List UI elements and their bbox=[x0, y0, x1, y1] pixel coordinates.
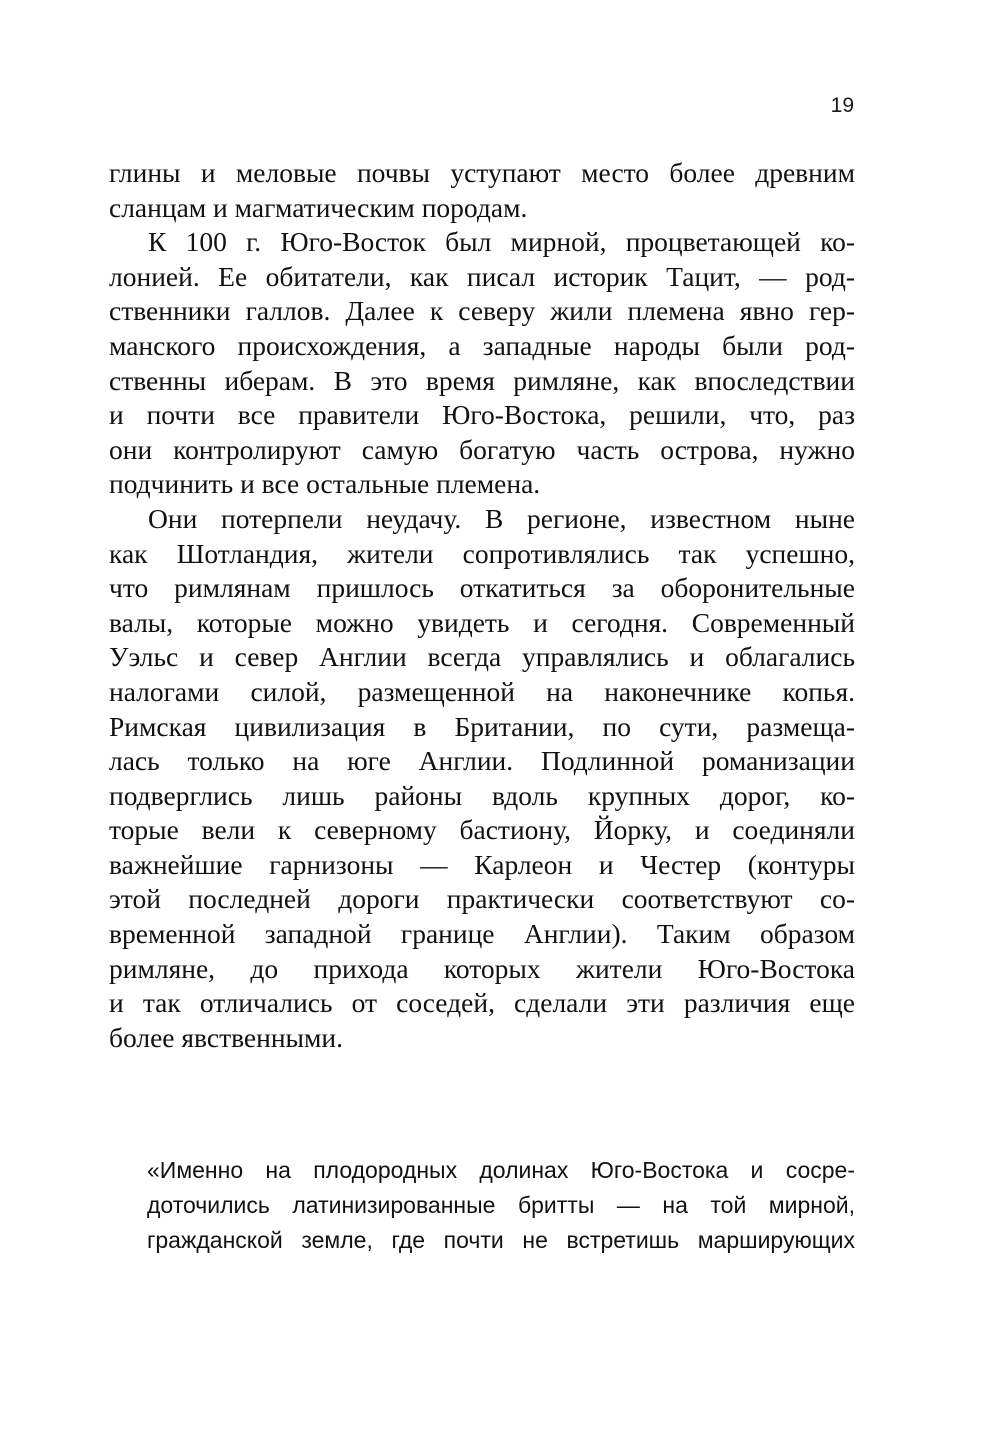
text-line: римляне, до прихода которых жители Юго-Востока bbox=[109, 952, 855, 984]
text-line: валы, которые можно увидеть и сегодня. Современный bbox=[109, 606, 855, 638]
page-number: 19 bbox=[830, 94, 854, 117]
text-line: налогами силой, размещенной на наконечнике копья. bbox=[109, 675, 855, 707]
text-line: К 100 г. Юго-Восток был мирной, процветающей ко- bbox=[148, 226, 855, 258]
block-quote bbox=[147, 1153, 855, 1259]
text-line: лонией. Ее обитатели, как писал историк Тацит, — род- bbox=[109, 260, 855, 292]
quote-line: доточились латинизированные бритты — на той мирной, bbox=[147, 1192, 855, 1219]
text-line: как Шотландия, жители сопротивлялись так успешно, bbox=[109, 537, 855, 569]
text-line: манского происхождения, а западные народы были род- bbox=[109, 329, 855, 361]
text-line: более явственными. bbox=[109, 1021, 344, 1053]
text-line: Римская цивилизация в Британии, по сути, размеща- bbox=[109, 710, 855, 742]
paragraph bbox=[109, 502, 855, 1056]
paragraph bbox=[109, 156, 855, 225]
text-line: сланцам и магматическим породам. bbox=[109, 191, 528, 223]
text-line: ственники галлов. Далее к северу жили племена явно гер- bbox=[109, 295, 855, 327]
text-line: и так отличались от соседей, сделали эти различия еще bbox=[109, 987, 855, 1019]
text-line: и почти все правители Юго-Востока, решили, что, раз bbox=[109, 399, 855, 431]
text-line: подчинить и все остальные племена. bbox=[109, 468, 541, 500]
text-line: важнейшие гарнизоны — Карлеон и Честер (контуры bbox=[109, 848, 855, 880]
quote-line: гражданской земле, где почти не встретишь марширующих bbox=[147, 1227, 855, 1254]
text-line: ственны иберам. В это время римляне, как впоследствии bbox=[109, 364, 855, 396]
body-text bbox=[109, 156, 855, 1055]
paragraph bbox=[109, 225, 855, 502]
text-line: Они потерпели неудачу. В регионе, известном ныне bbox=[148, 502, 855, 534]
text-line: что римлянам пришлось откатиться за оборонительные bbox=[109, 572, 855, 604]
text-line: лась только на юге Англии. Подлинной романизации bbox=[109, 745, 855, 777]
text-line: временной западной границе Англии). Таким образом bbox=[109, 918, 855, 950]
text-line: глины и меловые почвы уступают место более древним bbox=[109, 157, 855, 188]
text-line: этой последней дороги практически соответствуют со- bbox=[109, 883, 855, 915]
quote-line: «Именно на плодородных долинах Юго-Востока и сосре- bbox=[147, 1157, 855, 1183]
text-line: торые вели к северному бастиону, Йорку, и соединяли bbox=[109, 814, 855, 846]
text-line: они контролируют самую богатую часть острова, нужно bbox=[109, 433, 855, 465]
text-line: Уэльс и север Англии всегда управлялись и облагались bbox=[109, 641, 855, 673]
text-line: подверглись лишь районы вдоль крупных дорог, ко- bbox=[109, 779, 855, 811]
